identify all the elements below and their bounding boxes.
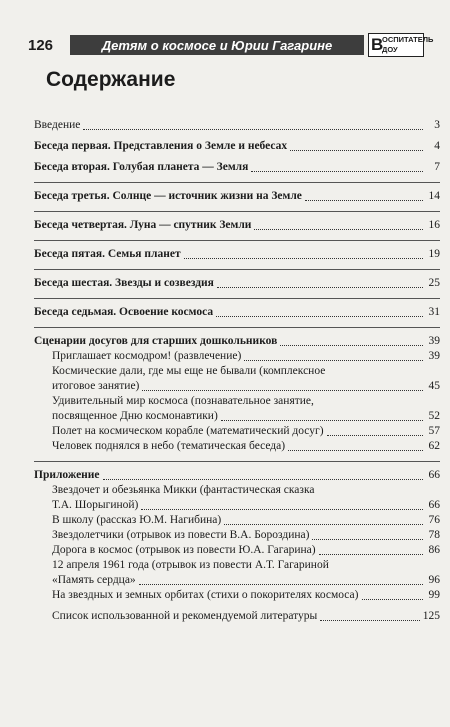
toc-entry-title-line2: посвященное Дню космонавтики) bbox=[52, 410, 218, 422]
toc-entry-title: Дорога в космос (отрывок из повести Ю.А. Гагарина) bbox=[52, 544, 316, 556]
toc-entry-page: 99 bbox=[428, 589, 440, 601]
toc-entry-title-line1: Звездочет и обезьянка Микки (фантастическая сказка bbox=[52, 484, 315, 496]
toc-entry-page: 62 bbox=[428, 440, 440, 452]
toc-entry-page: 7 bbox=[434, 161, 440, 173]
leader-dots bbox=[142, 389, 423, 391]
toc-entry bbox=[34, 118, 440, 133]
toc-entry bbox=[52, 394, 440, 424]
toc-entry-title-line2: «Память сердца» bbox=[52, 574, 136, 586]
leader-dots bbox=[221, 419, 423, 421]
page-header bbox=[28, 34, 434, 56]
leader-dots bbox=[224, 523, 423, 525]
leader-dots bbox=[184, 257, 423, 259]
toc-entry bbox=[34, 276, 440, 291]
toc-entry bbox=[34, 139, 440, 154]
toc-entry-title: Приглашает космодром! (развлечение) bbox=[52, 350, 242, 362]
toc-entry-title: Звездолетчики (отрывок из повести В.А. Бороздина) bbox=[52, 529, 310, 541]
leader-dots bbox=[280, 344, 423, 346]
toc-entry-page: 14 bbox=[428, 190, 440, 202]
toc-entry bbox=[34, 189, 440, 204]
toc-entry-page: 45 bbox=[428, 380, 440, 392]
leader-dots bbox=[254, 228, 423, 230]
toc-entry-page: 78 bbox=[428, 529, 440, 541]
toc-entry-title-line2: итоговое занятие) bbox=[52, 380, 140, 392]
toc-entry-title: Беседа четвертая. Луна — спутник Земли bbox=[34, 219, 252, 231]
leader-dots bbox=[139, 583, 423, 585]
logo-line2: ДОУ bbox=[382, 45, 398, 54]
leader-dots bbox=[320, 619, 420, 621]
toc-entry bbox=[52, 364, 440, 394]
toc-entry-title: Приложение bbox=[34, 469, 100, 481]
toc-entry-page: 16 bbox=[428, 219, 440, 231]
toc-entry-title-line2: Т.А. Шорыгиной) bbox=[52, 499, 139, 511]
toc-entry-page: 19 bbox=[428, 248, 440, 260]
toc-entry bbox=[52, 528, 440, 543]
toc-section bbox=[34, 468, 440, 483]
toc-entry bbox=[34, 160, 440, 175]
toc-entry-page: 125 bbox=[422, 610, 440, 622]
toc-entry-page: 86 bbox=[428, 544, 440, 556]
leader-dots bbox=[288, 449, 423, 451]
toc-entry-title: Полет на космическом корабле (математический досуг) bbox=[52, 425, 324, 437]
toc-entry-title: Список использованной и рекомендуемой литературы bbox=[52, 610, 318, 622]
leader-dots bbox=[327, 434, 423, 436]
toc-entry bbox=[52, 424, 440, 439]
toc-entry-page: 57 bbox=[428, 425, 440, 437]
toc-entry bbox=[52, 513, 440, 528]
toc-entry-page: 96 bbox=[428, 574, 440, 586]
logo-line1: ОСПИТАТЕЛЬ bbox=[382, 35, 434, 44]
leader-dots bbox=[305, 199, 423, 201]
toc-entry-page: 31 bbox=[428, 306, 440, 318]
leader-dots bbox=[290, 149, 423, 151]
toc-entry-page: 39 bbox=[428, 335, 440, 347]
toc-entry-title: На звездных и земных орбитах (стихи о покорителях космоса) bbox=[52, 589, 359, 601]
page-number: 126 bbox=[28, 36, 54, 54]
toc-entry bbox=[52, 543, 440, 558]
toc-entry-title: Беседа шестая. Звезды и созвездия bbox=[34, 277, 214, 289]
toc-entry bbox=[52, 588, 440, 603]
toc-entry-title: Беседа вторая. Голубая планета — Земля bbox=[34, 161, 249, 173]
toc-entry bbox=[34, 305, 440, 320]
running-title: Детям о космосе и Юрии Гагарине bbox=[70, 35, 364, 55]
toc-entry bbox=[52, 349, 440, 364]
toc-entry-page: 66 bbox=[428, 469, 440, 481]
toc-entry-title: Беседа седьмая. Освоение космоса bbox=[34, 306, 214, 318]
leader-dots bbox=[312, 538, 423, 540]
leader-dots bbox=[103, 478, 423, 480]
leader-dots bbox=[251, 170, 423, 172]
toc-entry-title: Введение bbox=[34, 119, 81, 131]
toc-entry-title: В школу (рассказ Ю.М. Нагибина) bbox=[52, 514, 222, 526]
toc-entry-title-line1: Космические дали, где мы еще не бывали (комплексное bbox=[52, 365, 326, 377]
publisher-logo bbox=[368, 33, 434, 57]
toc-entry-page: 39 bbox=[428, 350, 440, 362]
toc-entry-title: Сценарии досугов для старших дошкольников bbox=[34, 335, 278, 347]
toc-entry-title: Человек поднялся в небо (тематическая беседа) bbox=[52, 440, 286, 452]
leader-dots bbox=[319, 553, 423, 555]
toc-entry-page: 66 bbox=[428, 499, 440, 511]
toc-entry bbox=[52, 609, 440, 624]
leader-dots bbox=[362, 598, 424, 600]
toc-entry bbox=[52, 558, 440, 588]
leader-dots bbox=[141, 508, 423, 510]
toc-entry bbox=[52, 439, 440, 454]
toc-entry-page: 3 bbox=[434, 119, 440, 131]
leader-dots bbox=[244, 359, 423, 361]
toc-entry-page: 76 bbox=[428, 514, 440, 526]
toc-entry-title: Беседа третья. Солнце — источник жизни на Земле bbox=[34, 190, 302, 202]
leader-dots bbox=[217, 286, 423, 288]
table-of-contents bbox=[34, 118, 440, 624]
leader-dots bbox=[216, 315, 423, 317]
contents-title: Содержание bbox=[46, 68, 176, 91]
toc-entry-title: Беседа первая. Представления о Земле и небесах bbox=[34, 140, 288, 152]
toc-entry-page: 4 bbox=[434, 140, 440, 152]
toc-entry-page: 25 bbox=[428, 277, 440, 289]
toc-entry bbox=[52, 483, 440, 513]
toc-entry bbox=[34, 218, 440, 233]
toc-entry-title: Беседа пятая. Семья планет bbox=[34, 248, 181, 260]
toc-entry-page: 52 bbox=[428, 410, 440, 422]
toc-entry-title-line1: Удивительный мир космоса (познавательное занятие, bbox=[52, 395, 314, 407]
logo-letter: В bbox=[371, 35, 384, 54]
leader-dots bbox=[83, 128, 423, 130]
toc-section bbox=[34, 334, 440, 349]
toc-entry-title-line1: 12 апреля 1961 года (отрывок из повести А.Т. Гагариной bbox=[52, 559, 329, 571]
toc-entry bbox=[34, 247, 440, 262]
